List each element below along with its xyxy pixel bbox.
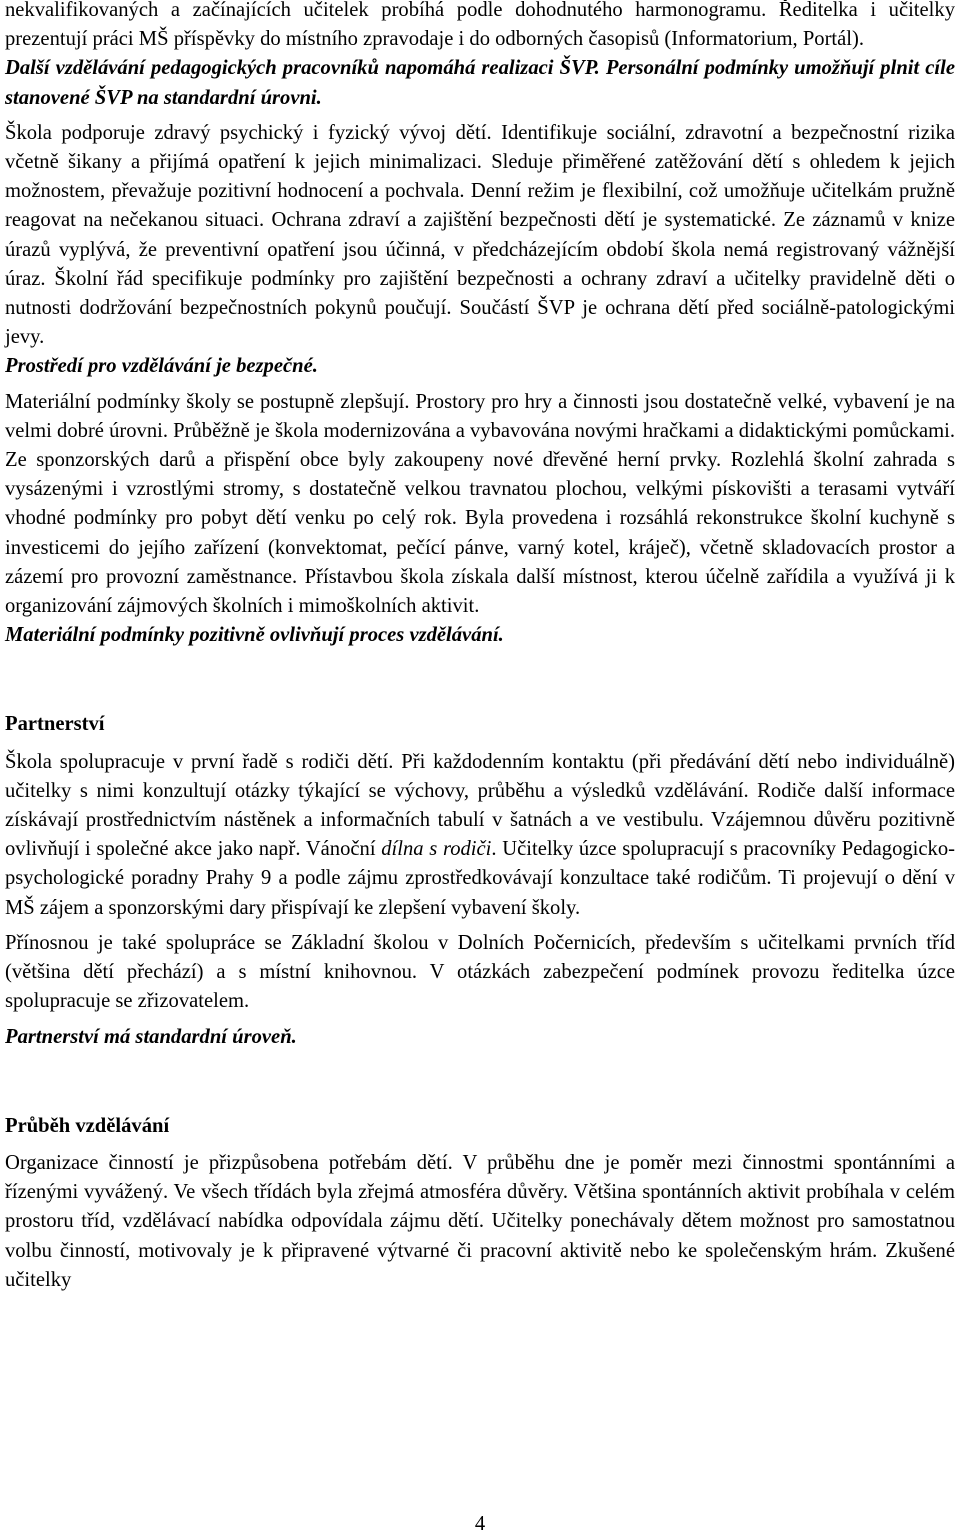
spacer [5, 740, 955, 748]
partnership-text-a: Škola spolupracuje v první řadě s rodiči dětí. Při každodenním kontaktu (při předávání dětí nebo individuálně) učitelky s nimi konzultují otázky týkající se výchovy, průběhu a výsledků vzdělávání. Rodiče další informace získávají prostřednictvím nástěnek a informačních tabulí v šatnách a ve vestibulu. Vzájemnou důvěru pozitivně ovlivňují i společné akce jako např. Vánoční [5, 750, 955, 861]
section-spacer [5, 1052, 955, 1112]
material-paragraph: Materiální podmínky školy se postupně zlepšují. Prostory pro hry a činnosti jsou dostatečně velké, vybavení je na velmi dobré úrovni. Průběžně je škola modernizována a vybavována novými hračkami a didaktickými pomůckami. Ze sponzorských darů a přispění obce byly zakoupeny nové dřevěné herní prvky. Rozlehlá školní zahrada s vysázenými i vzrostlými stromy, s dostatečně velkou travnatou plochou, velkými pískovišti a terasami vytváří vhodné podmínky pro pobyt dětí venku po celý rok. Byla provedena i rozsáhlá rekonstrukce školní kuchyně s investicemi do jejího zařízení (konvektomat, pečící pánve, varný kotel, kráječ), včetně skladovacích prostor a zázemí pro provozní zaměstnance. Přístavbou škola získala další místnost, kterou účelně zařídila a využívá ji k organizování zájmových školních i mimoškolních aktivit. [5, 390, 955, 618]
partnership-conclusion: Partnerství má standardní úroveň. [5, 1025, 297, 1048]
safety-paragraph: Škola podporuje zdravý psychický i fyzický vývoj dětí. Identifikuje sociální, zdravotní a bezpečnostní rizika včetně šikany a přijímá opatření k jejich minimalizaci. Sleduje přiměřené zatěžování dětí s ohledem k jejich možnostem, převažuje pozitivní hodnocení a pochvala. Denní režim je flexibilní, což umožňuje učitelkám pružně reagovat na nečekanou situaci. Ochrana zdraví a zajištění bezpečnosti dětí je systematické. Ze záznamů v knize úrazů vyplývá, že preventivní opatření jsou účinná, v předcházejícím období škola nemá registrovaný vážnější úraz. Školní řád specifikuje podmínky pro zajištění bezpečnosti a ochrany zdraví a učitelky pravidelně děti o nutnosti dodržování bezpečnostních pokynů poučují. Součástí ŠVP je ochrana dětí před sociálně-patologickými jevy. [5, 121, 955, 349]
material-conclusion: Materiální podmínky pozitivně ovlivňují proces vzdělávání. [5, 624, 504, 647]
partnership-text-italic: dílna s rodiči [381, 838, 492, 861]
safety-conclusion: Prostředí pro vzdělávání je bezpečné. [5, 355, 318, 378]
partnership-heading: Partnerství [5, 713, 105, 736]
intro-conclusion: Další vzdělávání pedagogických pracovníků napomáhá realizaci ŠVP. Personální podmínky umožňují plnit cíle stanovené ŠVP na standardní úrovni. [5, 57, 955, 109]
partnership-paragraph-1 [5, 748, 955, 923]
document-page [5, 0, 955, 1295]
spacer [5, 1141, 955, 1149]
course-heading: Průběh vzdělávání [5, 1114, 170, 1137]
intro-paragraph: nekvalifikovaných a začínajících učitelek probíhá podle dohodnutého harmonogramu. Ředitelka i učitelky prezentují práci MŠ příspěvky do místního zpravodaje i do odborných časopisů (Informatorium, Portál). [5, 0, 955, 51]
page-number: 4 [474, 1513, 486, 1535]
section-spacer [5, 650, 955, 710]
partnership-paragraph-2: Přínosnou je také spolupráce se Základní školou v Dolních Počernicích, především s učitelkami prvních tříd (většina dětí přechází) a s místní knihovnou. V otázkách zabezpečení podmínek provozu ředitelka úzce spolupracuje se zřizovatelem. [5, 931, 955, 1013]
partnership-text-b: . Učitelky úzce spolupracují s pracovníky Pedagogicko-psychologické poradny Prahy 9 a podle zájmu zprostředkovávají konzultace také rodičům. Ti projevují o dění v MŠ zájem a sponzorskými dary přispívají ke zlepšení vybavení školy. [5, 838, 955, 919]
course-paragraph: Organizace činností je přizpůsobena potřebám dětí. V průběhu dne je poměr mezi činnostmi spontánními a řízenými vyvážený. Ve všech třídách byla zřejmá atmosféra důvěry. Většina spontánních aktivit probíhala v celém prostoru tříd, vzdělávací nabídka odpovídala zájmu dětí. Učitelky ponechávaly dětem možnost pro samostatnou volbu činností, motivovaly je k připravené výtvarné či pracovní aktivitě nebo ke společenským hrám. Zkušené učitelky [5, 1151, 955, 1291]
